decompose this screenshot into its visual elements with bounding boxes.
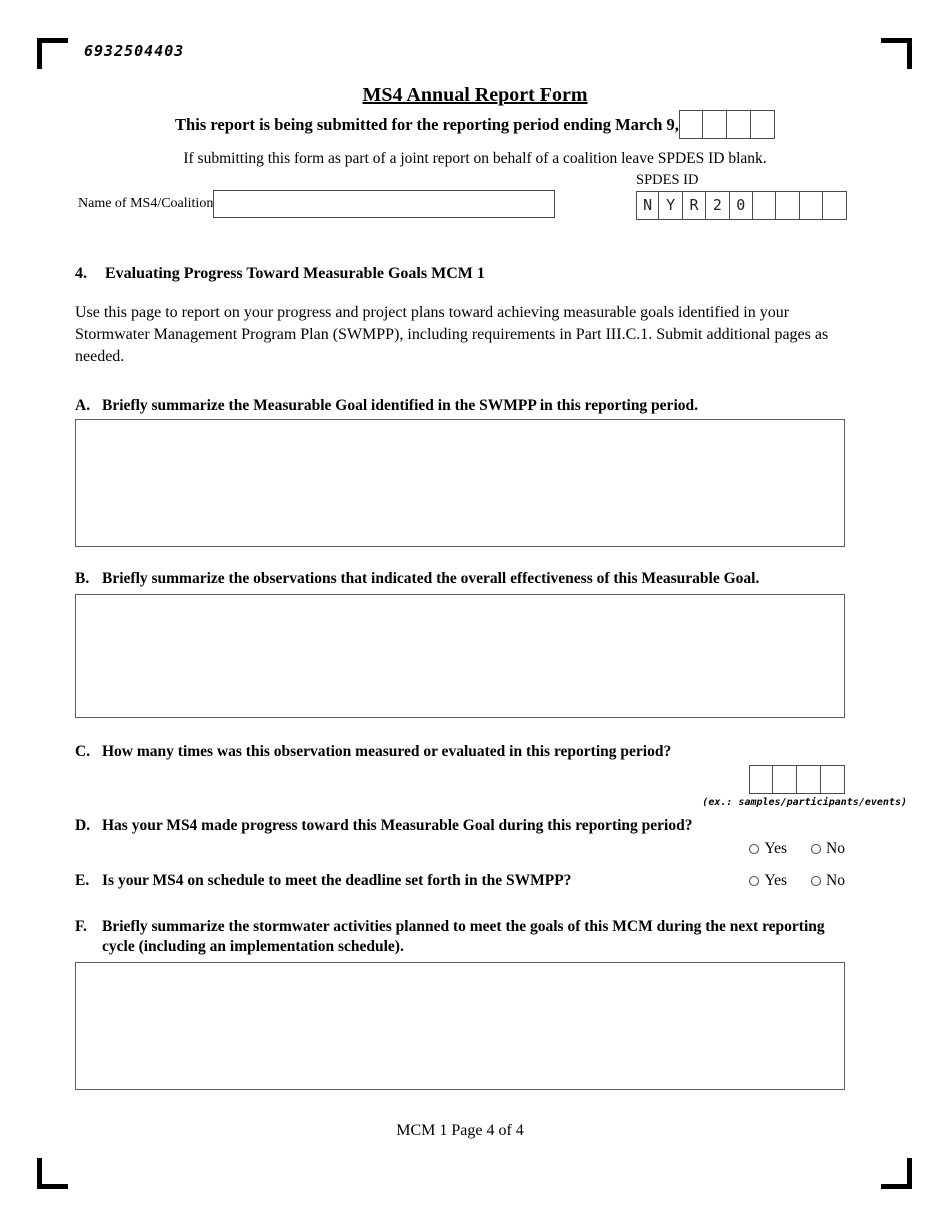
question-d-text: Has your MS4 made progress toward this Measurable Goal during this reporting period? <box>102 817 693 834</box>
question-a-textbox[interactable] <box>75 419 845 547</box>
question-b <box>75 569 845 589</box>
name-of-ms4-input[interactable] <box>213 190 555 218</box>
question-b-text: Briefly summarize the observations that indicated the overall effectiveness of this Measurable Goal. <box>102 570 760 587</box>
radio-unchecked-icon[interactable] <box>811 876 821 886</box>
spdes-id-box[interactable]: Y <box>659 191 682 220</box>
year-digit-box[interactable] <box>679 110 703 139</box>
question-a-text: Briefly summarize the Measurable Goal identified in the SWMPP in this reporting period. <box>102 397 698 414</box>
year-digit-box[interactable] <box>727 110 751 139</box>
question-e-row <box>75 871 845 891</box>
corner-mark-bottom-right-icon <box>881 1158 912 1189</box>
question-b-letter: B. <box>75 570 90 587</box>
corner-mark-top-left-icon <box>37 38 68 69</box>
year-digit-box[interactable] <box>751 110 775 139</box>
question-a-letter: A. <box>75 397 91 414</box>
corner-mark-top-right-icon <box>881 38 912 69</box>
section-4-title: Evaluating Progress Toward Measurable Goals MCM 1 <box>105 265 485 282</box>
yes-label: Yes <box>764 872 788 889</box>
question-e-letter: E. <box>75 872 90 889</box>
page-title-text: MS4 Annual Report Form <box>362 84 588 106</box>
identity-row <box>0 172 950 236</box>
question-e-yes-option[interactable] <box>749 871 787 891</box>
question-e-text: Is your MS4 on schedule to meet the deadline set forth in the SWMPP? <box>102 872 572 889</box>
question-c-count-boxes-row <box>75 765 845 794</box>
question-a <box>75 396 845 416</box>
spdes-id-box[interactable]: N <box>636 191 659 220</box>
spdes-id-box[interactable] <box>776 191 799 220</box>
reporting-period-label: This report is being submitted for the reporting period ending March 9, <box>175 115 679 134</box>
reporting-period-row <box>0 110 950 140</box>
spdes-id-box[interactable]: R <box>683 191 706 220</box>
page-footer: MCM 1 Page 4 of 4 <box>396 1122 524 1139</box>
radio-unchecked-icon[interactable] <box>811 844 821 854</box>
no-label: No <box>826 840 845 857</box>
spdes-id-box[interactable] <box>823 191 846 220</box>
year-digit-box[interactable] <box>703 110 727 139</box>
section-4-number: 4. <box>75 265 87 282</box>
count-digit-box[interactable] <box>821 765 845 794</box>
coalition-note: If submitting this form as part of a joint report on behalf of a coalition leave SPDES ID blank. <box>183 150 767 167</box>
question-c-text: How many times was this observation measured or evaluated in this reporting period? <box>102 743 672 760</box>
name-of-ms4-row <box>78 190 555 218</box>
name-of-ms4-label: Name of MS4/Coalition <box>78 196 214 211</box>
question-d-yes-option[interactable] <box>749 840 787 858</box>
question-c <box>75 742 845 762</box>
question-d-letter: D. <box>75 817 91 834</box>
spdes-id-box[interactable]: 2 <box>706 191 729 220</box>
radio-unchecked-icon[interactable] <box>749 844 759 854</box>
reporting-year-boxes <box>679 110 775 139</box>
question-e-options <box>665 871 845 891</box>
spdes-id-box[interactable]: 0 <box>730 191 753 220</box>
question-d-no-option[interactable] <box>811 840 845 858</box>
no-label: No <box>826 872 845 889</box>
question-c-count-boxes <box>749 765 845 794</box>
spdes-id-label: SPDES ID <box>636 172 699 188</box>
question-b-textbox[interactable] <box>75 594 845 718</box>
radio-unchecked-icon[interactable] <box>749 876 759 886</box>
spdes-id-boxes <box>636 191 847 220</box>
page-title <box>0 84 950 106</box>
count-digit-box[interactable] <box>797 765 821 794</box>
question-c-letter: C. <box>75 743 91 760</box>
question-c-hint: (ex.: samples/participants/events) <box>702 797 907 808</box>
question-d-options <box>75 840 845 858</box>
question-f-letter: F. <box>75 918 87 935</box>
section-4-heading <box>75 264 845 284</box>
question-e <box>75 871 665 891</box>
form-number: 6932504403 <box>84 42 185 60</box>
spdes-id-box[interactable] <box>800 191 823 220</box>
count-digit-box[interactable] <box>773 765 797 794</box>
corner-mark-bottom-left-icon <box>37 1158 68 1189</box>
question-f-textbox[interactable] <box>75 962 845 1090</box>
question-e-no-option[interactable] <box>811 871 845 891</box>
spdes-id-group <box>636 172 847 220</box>
count-digit-box[interactable] <box>749 765 773 794</box>
question-f-text: Briefly summarize the stormwater activities planned to meet the goals of this MCM during the next reporting cycle (including an implementation schedule). <box>102 918 825 955</box>
question-f <box>75 917 845 957</box>
section-4-intro: Use this page to report on your progress and project plans toward achieving measurable goals identified in your Stormwater Management Program Plan (SWMPP), including requirements in Part III.C.1. Submit additional pages as needed. <box>75 304 829 365</box>
question-d <box>75 816 845 836</box>
yes-label: Yes <box>764 840 788 857</box>
spdes-id-box[interactable] <box>753 191 776 220</box>
